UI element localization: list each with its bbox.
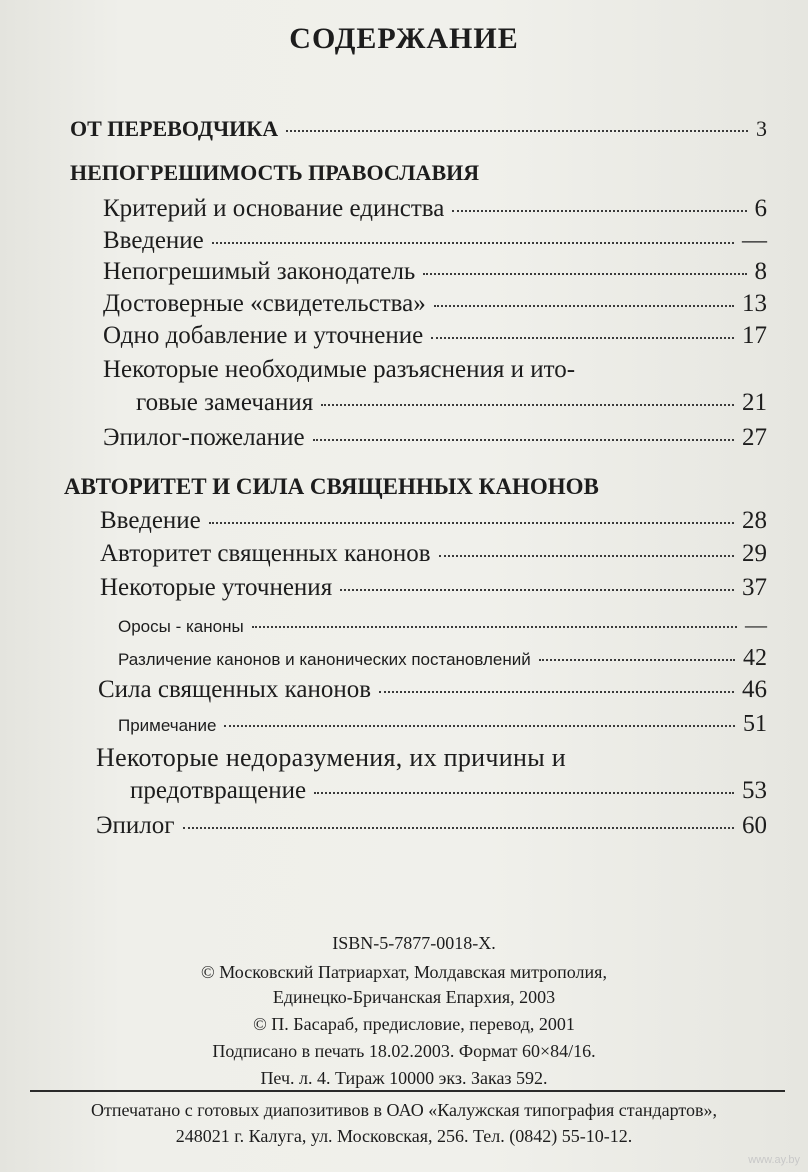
dot-leader [379,690,734,693]
toc-entry-label: ОТ ПЕРЕВОДЧИКА [70,116,279,141]
toc-entry [130,777,767,805]
toc-entry [96,812,767,840]
toc-entry-page: 29 [742,540,767,567]
toc-entry [98,676,767,704]
toc-entry-label: говые замечания [136,389,314,416]
divider [30,1090,785,1092]
toc-entry-label: Эпилог [96,812,175,839]
toc-entry-page: 51 [743,711,767,737]
toc-entry-label: Критерий и основание единства [103,195,445,222]
toc-entry-label-line1: Некоторые недоразумения, их причины и [96,743,566,772]
toc-entry-label: Непогрешимый законодатель [103,258,416,285]
dot-leader [321,403,734,406]
toc-entry-label-line1: Некоторые необходимые разъяснения и ито- [103,356,576,383]
signed-to-print: Подписано в печать 18.02.2003. Формат 60×84/16. [212,1041,596,1061]
toc-entry-page: 3 [756,116,767,141]
toc-entry-label: Различение канонов и канонических постановлений [118,650,531,669]
copyright-line: © П. Басараб, предисловие, перевод, 2001 [253,1014,575,1034]
toc-entry [103,258,767,286]
print-run: Печ. л. 4. Тираж 10000 экз. Заказ 592. [260,1068,548,1088]
dot-leader [434,304,734,307]
toc-entry-label: Некоторые уточнения [100,574,333,601]
toc-entry-translator [70,116,767,142]
toc-entry-page: 46 [742,676,767,703]
toc-entry-label: Авторитет священных канонов [100,540,431,567]
dot-leader [423,272,746,275]
toc-entry-page: — [742,227,767,254]
isbn: ISBN-5-7877-0018-X. [332,933,496,953]
toc-entry-page: 21 [742,389,767,416]
toc-entry-label: Сила священных канонов [98,676,372,703]
section-heading-canons: АВТОРИТЕТ И СИЛА СВЯЩЕННЫХ КАНОНОВ [64,474,599,499]
copyright-line: © Московский Патриархат, Молдавская митрополия, [201,962,607,982]
toc-entry [136,389,767,417]
toc-entry-page: — [745,612,767,637]
dot-leader [439,554,734,557]
toc-entry [103,424,767,452]
dot-leader [452,209,746,212]
toc-entry-label: предотвращение [130,777,307,804]
toc-entry-page: 17 [742,322,767,349]
toc-entry [103,195,767,223]
toc-entry [118,612,767,638]
dot-leader [313,438,734,441]
dot-leader [314,791,734,794]
dot-leader [209,521,734,524]
toc-entry [118,711,767,738]
toc-entry-page: 27 [742,424,767,451]
toc-entry-label: Введение [100,507,201,534]
dot-leader [183,826,735,829]
toc-entry-label: Эпилог-пожелание [103,424,305,451]
toc-entry [100,574,767,602]
toc-entry [100,507,767,535]
toc-entry-label: Одно добавление и уточнение [103,322,424,349]
dot-leader [224,724,735,727]
toc-entry-label: Введение [103,227,204,254]
dot-leader [431,336,734,339]
toc-entry-page: 60 [742,812,767,839]
copyright-line: Единецко-Бричанская Епархия, 2003 [272,987,556,1007]
section-heading-infallibility: НЕПОГРЕШИМОСТЬ ПРАВОСЛАВИЯ [70,160,480,185]
printer-info: Отпечатано с готовых диапозитивов в ОАО «Калужская типография стандартов», [90,1100,718,1120]
dot-leader [539,658,735,661]
toc-entry-page: 42 [743,645,767,671]
toc-entry [103,322,767,350]
toc-entry [118,645,767,672]
toc-entry-page: 37 [742,574,767,601]
toc-entry-label: Оросы - каноны [118,617,244,636]
printer-address: 248021 г. Калуга, ул. Московская, 256. Тел. (0842) 55-10-12. [175,1126,633,1146]
toc-entry-page: 13 [742,290,767,317]
watermark: www.ay.by [748,1154,800,1166]
toc-entry-page: 6 [754,195,767,222]
dot-leader [252,625,737,628]
dot-leader [340,588,734,591]
toc-entry [103,227,767,255]
toc-entry-page: 28 [742,507,767,534]
toc-entry-label: Достоверные «свидетельства» [103,290,426,317]
page-title: СОДЕРЖАНИЕ [289,22,519,55]
toc-entry-page: 8 [754,258,767,285]
toc-entry-page: 53 [742,777,767,804]
toc-entry [103,290,767,318]
toc-entry [100,540,767,568]
toc-entry-label: Примечание [118,716,217,735]
dot-leader [212,241,734,244]
dot-leader [286,129,748,132]
